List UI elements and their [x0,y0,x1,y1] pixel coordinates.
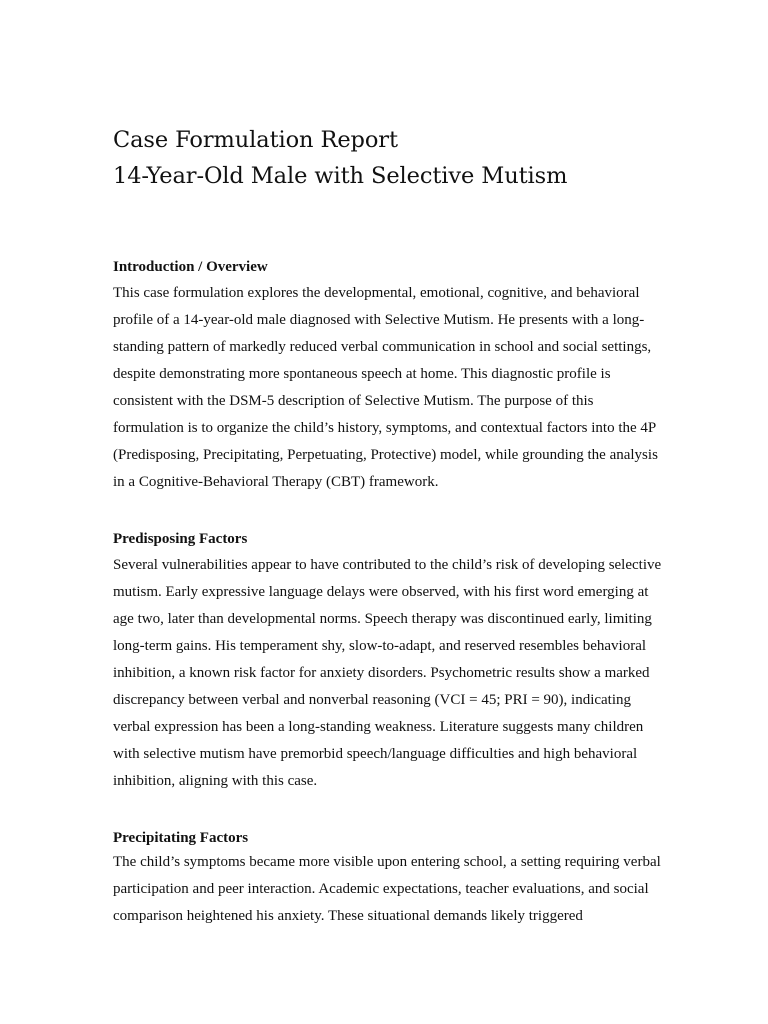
document-title [113,122,567,194]
section-introduction [113,256,663,496]
title-line-2: 14-Year-Old Male with Selective Mutism [113,163,568,189]
section-predisposing [113,528,663,795]
section-precipitating [113,827,663,930]
section-body-introduction: This case formulation explores the developmental, emotional, cognitive, and behavioral profile of a 14-year-old male diagnosed with Selective Mutism. He presents with a long-standing pattern of markedly reduced verbal communication in school and social settings, despite demonstrating more spontaneous speech at home. This diagnostic profile is consistent with the DSM-5 description of Selective Mutism. The purpose of this formulation is to organize the child’s history, symptoms, and contextual factors into the 4P (Predisposing, Precipitating, Perpetuating, Protective) model, while grounding the analysis in a Cognitive-Behavioral Therapy (CBT) framework. [113,285,658,490]
section-body-precipitating: The child’s symptoms became more visible upon entering school, a setting requiring verbal participation and peer interaction. Academic expectations, teacher evaluations, and social comparison heightened his anxiety. These situational demands likely triggered [113,854,661,924]
section-heading-introduction: Introduction / Overview [113,259,268,275]
section-heading-precipitating: Precipitating Factors [113,830,249,846]
title-line-1: Case Formulation Report [113,127,398,153]
section-heading-predisposing: Predisposing Factors [113,531,248,547]
section-body-predisposing: Several vulnerabilities appear to have contributed to the child’s risk of developing selective mutism. Early expressive language delays were observed, with his first word emerging at age two, later than developmental norms. Speech therapy was discontinued early, limiting long-term gains. His temperament shy, slow-to-adapt, and reserved resembles behavioral inhibition, a known risk factor for anxiety disorders. Psychometric results show a marked discrepancy between verbal and nonverbal reasoning (VCI = 45; PRI = 90), indicating verbal expression has been a long-standing weakness. Literature suggests many children with selective mutism have premorbid speech/language difficulties and high behavioral inhibition, aligning with this case. [113,557,662,789]
